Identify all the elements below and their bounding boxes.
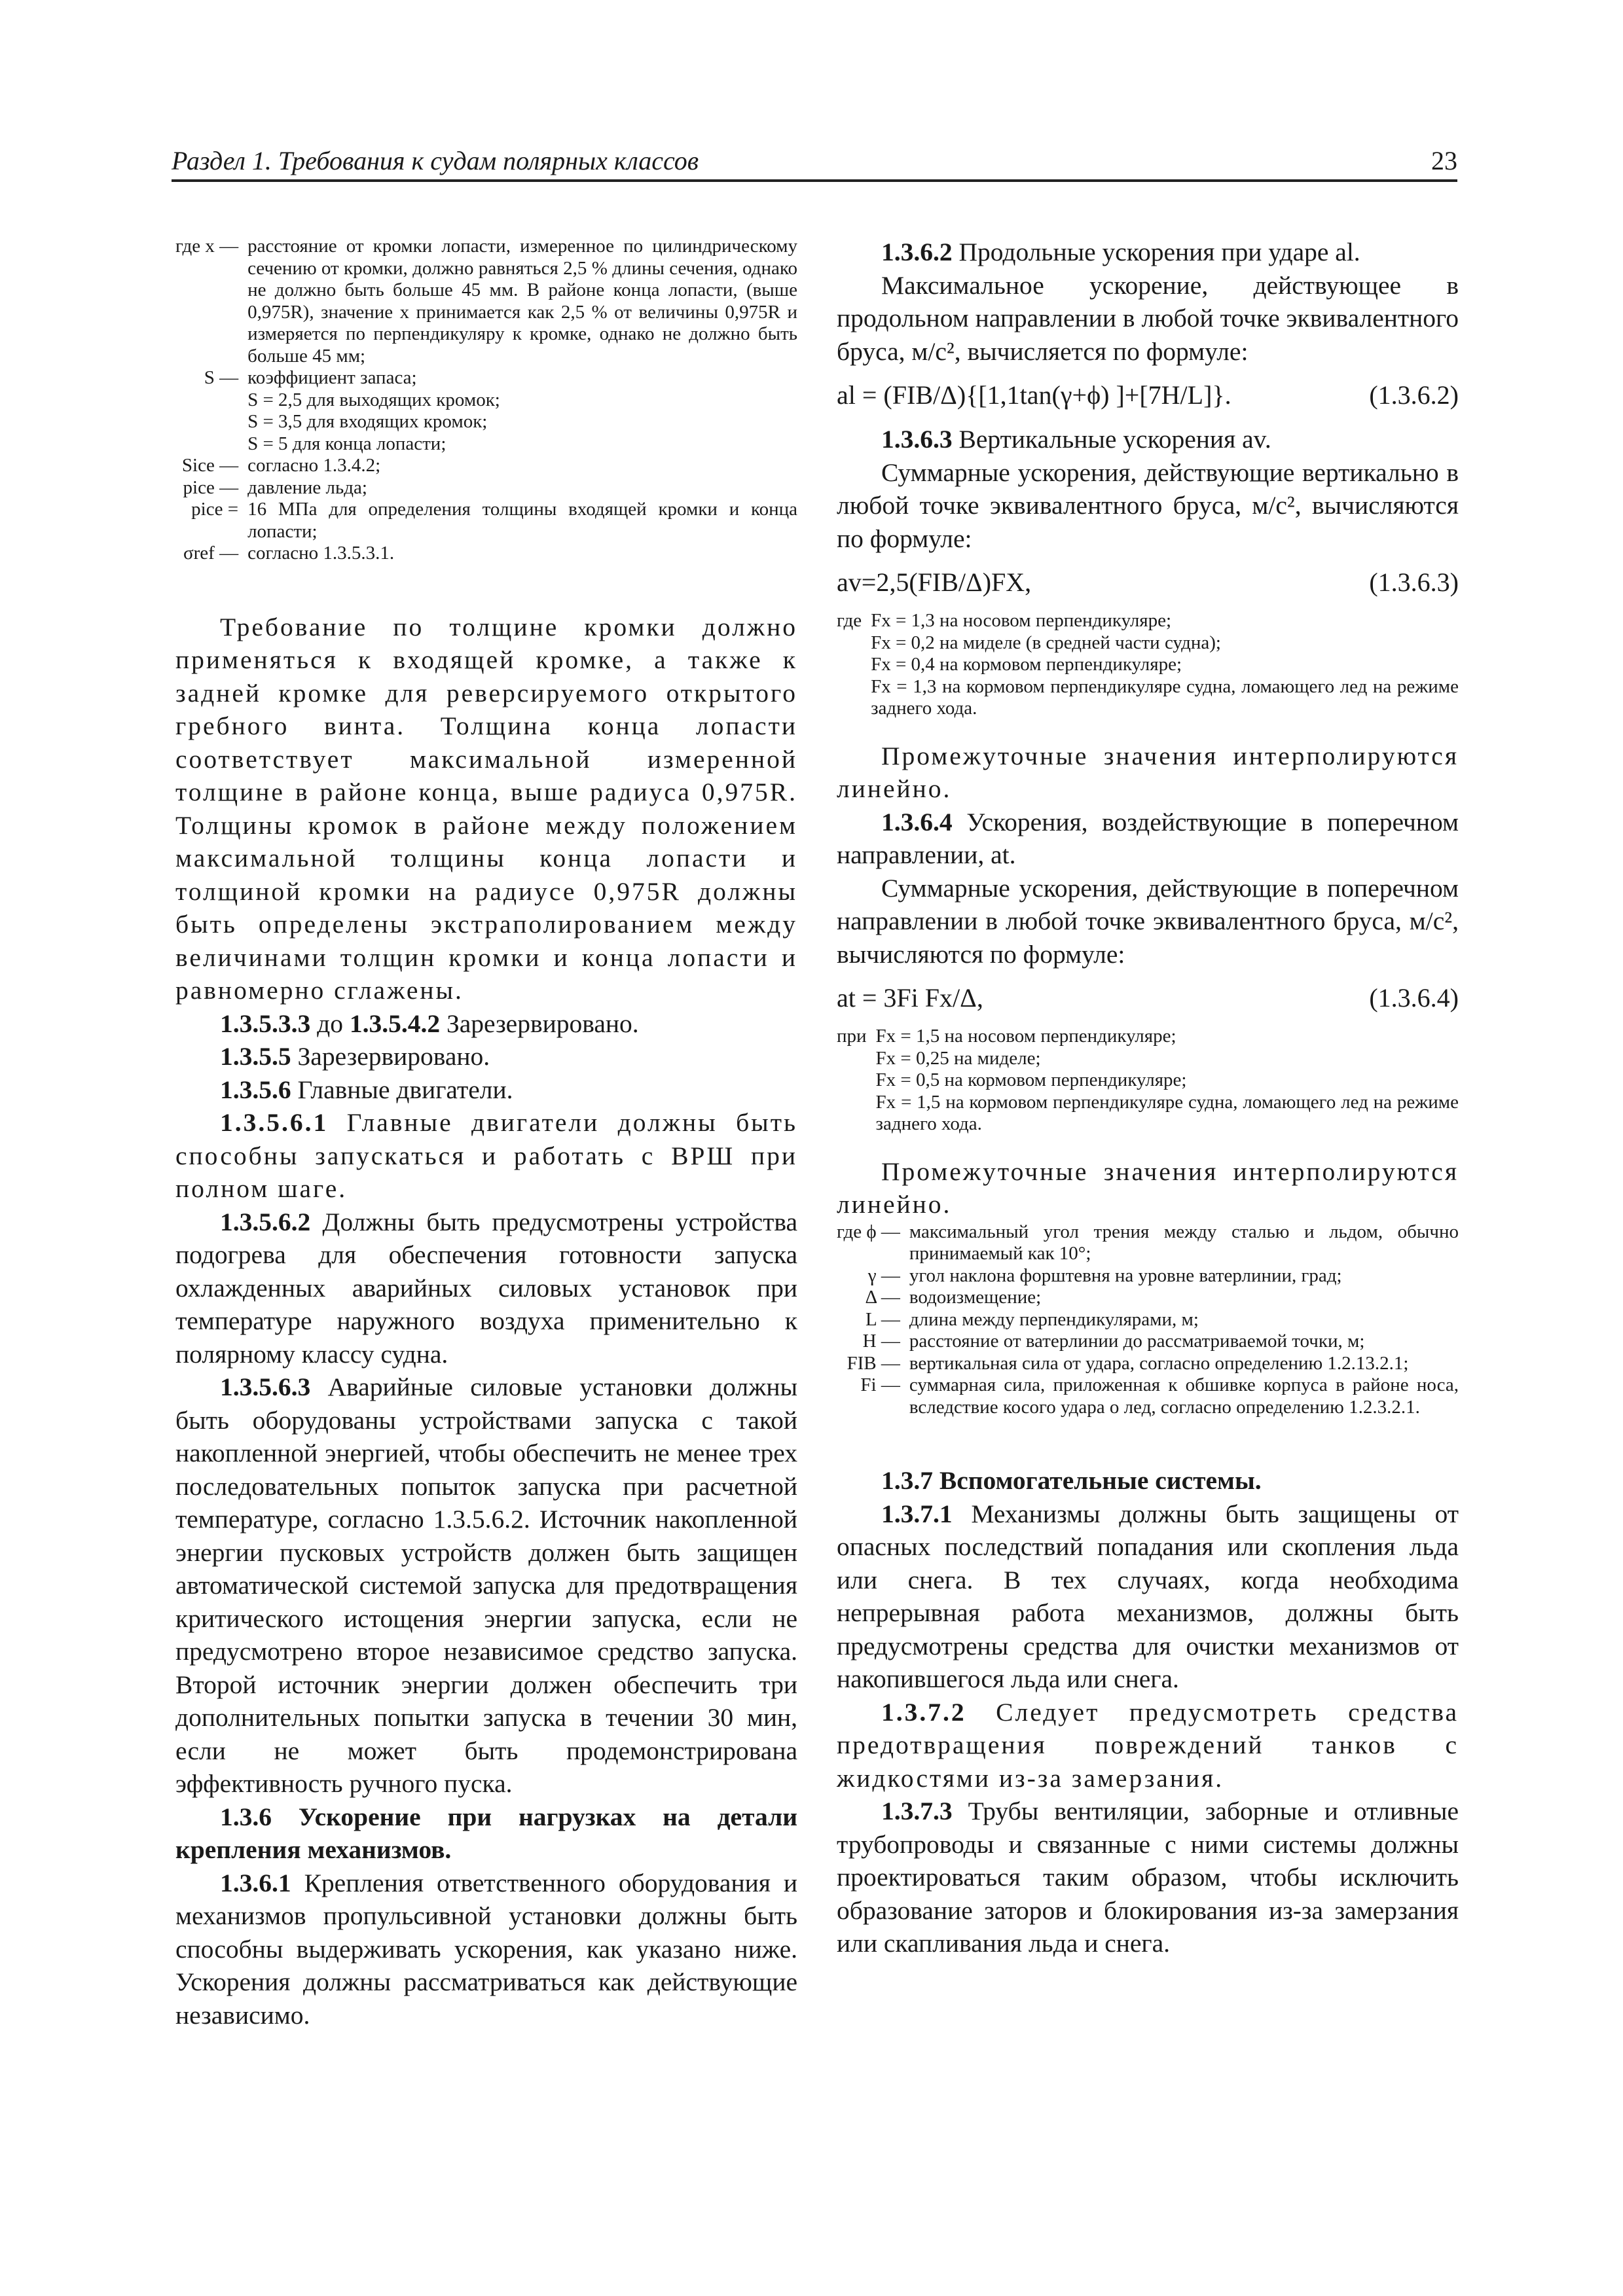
- definition-text: угол наклона форштевня на уровне ватерлинии, град;: [909, 1265, 1342, 1286]
- definition-symbol: S —: [204, 367, 239, 388]
- paragraph-1373: [837, 1795, 1459, 1960]
- paragraph-1371: [837, 1498, 1459, 1696]
- definition-row: [837, 1221, 1459, 1265]
- formula-expression: al = (FIB/Δ){[1,1tan(γ+ϕ) ]+[7H/L]}.: [837, 380, 1231, 410]
- heading-1362: [837, 236, 1459, 269]
- definition-row: [837, 1309, 1459, 1331]
- definition-row: [837, 632, 1459, 655]
- definition-text: вертикальная сила от удара, согласно определению 1.2.13.2.1;: [909, 1352, 1409, 1374]
- heading-136: [175, 1801, 797, 1867]
- section-heading: 1.3.7 Вспомогательные системы.: [881, 1466, 1262, 1495]
- clause-text: Зарезервировано.: [297, 1042, 490, 1071]
- definition-row: [837, 1026, 1459, 1048]
- definition-row: [837, 1374, 1459, 1418]
- definition-row: [837, 676, 1459, 720]
- clause-number: 1.3.7.3: [881, 1797, 953, 1825]
- definition-text: коэффициент запаса;: [247, 367, 417, 388]
- definition-symbol: FIB —: [847, 1352, 900, 1374]
- clause-text: Зарезервировано.: [446, 1009, 639, 1038]
- definition-row: [837, 1353, 1459, 1375]
- definition-text: Fx = 1,5 на носовом перпендикуляре;: [875, 1026, 1176, 1047]
- clause-text: Главные двигатели.: [297, 1075, 513, 1104]
- paragraph-interpolation-1: Промежуточные значения интерполируются линейно.: [837, 741, 1459, 803]
- definition-symbol: при: [837, 1026, 867, 1047]
- clause-number: 1.3.5.6: [220, 1075, 291, 1104]
- definition-row: [837, 654, 1459, 676]
- clause-number: 1.3.6.3: [881, 425, 953, 454]
- clause-number: 1.3.7.2: [881, 1697, 966, 1727]
- clause-number: 1.3.5.4.2: [349, 1009, 441, 1038]
- paragraph-1356: [175, 1073, 797, 1107]
- definition-row: [175, 411, 797, 433]
- definition-text: S = 5 для конца лопасти;: [247, 433, 447, 454]
- definition-row: [175, 433, 797, 456]
- clause-text: Следует предусмотреть средства предотвращения повреждений танков с жидкостями из-за замерзания.: [837, 1697, 1459, 1793]
- definition-symbol: где: [837, 610, 862, 631]
- definition-text: расстояние от ватерлинии до рассматриваемой точки, м;: [909, 1331, 1365, 1352]
- formula-number: (1.3.6.2): [1369, 380, 1459, 410]
- left-column: [175, 236, 797, 2032]
- definition-symbol: [837, 1069, 876, 1092]
- definition-symbol: H —: [862, 1331, 900, 1352]
- definition-symbol: [175, 389, 247, 412]
- definition-row: [837, 1331, 1459, 1353]
- heading-1364: [837, 806, 1459, 872]
- clause-number: 1.3.6.2: [881, 238, 953, 266]
- definition-text: водоизмещение;: [909, 1287, 1042, 1308]
- definition-symbol: [837, 1048, 876, 1070]
- clause-text: Аварийные силовые установки должны быть оборудованы устройствами запуска с такой накопленной энергией, чтобы обеспечить не менее трех последовательных попыток запуска при расчетной температуре, согласно 1.3.5.6.2. Источник накопленной энергии пусковых устройств должен быть защищен автоматической системой запуска для предотвращения критического истощения энергии запуска, если не предусмотрено второе независимое средство запуска. Второй источник энергии должен обеспечить три дополнительных попытки запуска в течении 30 мин, если не может быть продемонстрирована эффективность ручного пуска.: [175, 1372, 798, 1798]
- definition-row: [175, 477, 797, 499]
- definition-row: [175, 367, 797, 389]
- definition-symbol: Sice —: [181, 455, 239, 476]
- definition-symbol: [837, 654, 871, 676]
- heading-1363: [837, 423, 1459, 456]
- definition-symbol: где ϕ —: [837, 1221, 900, 1242]
- formula-expression: av=2,5(FIB/Δ)FX,: [837, 567, 1032, 597]
- section-heading: 1.3.6 Ускорение при нагрузках на детали крепления механизмов.: [175, 1802, 797, 1864]
- definition-text: длина между перпендикулярами, м;: [909, 1308, 1199, 1330]
- paragraph-edge-thickness: Требование по толщине кромки должно применяться к входящей кромке, а также к задней кромке для реверсируемого открытого гребного винта. Толщина конца лопасти соответствует максимальной измеренной толщине в районе конца, выше радиуса 0,975R. Толщины кромок в районе между положением максимальной толщины конца лопасти и толщиной кромки на радиусе 0,975R должны быть определены экстраполированием между величинами толщин кромки и конца лопасти и равномерно сглажены.: [175, 612, 797, 1005]
- definition-row: [175, 499, 797, 543]
- definition-symbol: Δ —: [865, 1287, 900, 1308]
- clause-text: Механизмы должны быть защищены от опасных последствий попадания или скопления льда или снега. В тех случаях, когда необходима непрерывная работа механизмов, должны быть предусмотрены средства для очистки механизмов от накопившегося льда или снега.: [837, 1499, 1459, 1693]
- clause-text: Трубы вентиляции, заборные и отливные трубопроводы и связанные с ними системы должны проектироваться таким образом, чтобы исключить образование заторов и блокирования из-за замерзания или скапливания льда и снега.: [837, 1797, 1459, 1958]
- definition-text: 16 МПа для определения толщины входящей кромки и конца лопасти;: [247, 499, 797, 542]
- definition-text: Fx = 0,2 на миделе (в средней части судна);: [871, 632, 1221, 653]
- paragraph-transverse: Суммарные ускорения, действующие в поперечном направлении в любой точке эквивалентного бруса, м/с², вычисляются по формуле:: [837, 873, 1459, 969]
- definition-row: [837, 1048, 1459, 1070]
- clause-text: Ускорения, воздействующие в поперечном направлении, at.: [837, 807, 1459, 869]
- clause-number: 1.3.5.6.1: [220, 1108, 329, 1137]
- clause-text: Крепления ответственного оборудования и механизмов пропульсивной установки должны быть способны выдерживать ускорения, как указано ниже. Ускорения должны рассматриваться как действующие независимо.: [175, 1868, 797, 2030]
- definition-text: Fx = 0,5 на кормовом перпендикуляре;: [875, 1069, 1187, 1090]
- heading-137: [837, 1464, 1459, 1498]
- paragraph-1372: [837, 1696, 1459, 1795]
- clause-number: 1.3.6.4: [881, 807, 953, 836]
- definition-row: [837, 1287, 1459, 1309]
- paragraph-vertical: Суммарные ускорения, действующие вертикально в любой точке эквивалентного бруса, м/с², вычисляются по формуле:: [837, 457, 1459, 553]
- definitions-list-3: [837, 1026, 1459, 1136]
- definition-symbol: где x —: [175, 236, 239, 257]
- definition-text: Fx = 0,25 на миделе;: [875, 1047, 1041, 1069]
- definitions-list-2: [837, 610, 1459, 720]
- clause-text: Должны быть предусмотрены устройства подогрева для обеспечения готовности запуска охлажденных аварийных силовых установок при температуре наружного воздуха применительно к полярному классу судна.: [175, 1207, 797, 1369]
- formula-1364: [837, 978, 1459, 1018]
- formula-number: (1.3.6.4): [1369, 983, 1459, 1013]
- definition-text: согласно 1.3.5.3.1.: [247, 543, 395, 564]
- clause-number: 1.3.5.6.3: [220, 1372, 311, 1401]
- definition-text: давление льда;: [247, 476, 367, 498]
- clause-number: 1.3.5.3.3: [220, 1009, 311, 1038]
- clause-text: до: [317, 1009, 343, 1038]
- definition-symbol: [837, 676, 871, 720]
- formula-number: (1.3.6.3): [1369, 567, 1459, 597]
- definition-text: S = 2,5 для выходящих кромок;: [247, 389, 500, 410]
- formula-expression: at = 3Fi Fx/Δ,: [837, 983, 983, 1013]
- page-number: 23: [1431, 146, 1457, 175]
- definition-text: S = 3,5 для входящих кромок;: [247, 411, 488, 432]
- definition-text: суммарная сила, приложенная к обшивке корпуса в районе носа, вследствие косого удара о лед, согласно определению 1.2.3.2.1.: [909, 1374, 1459, 1418]
- definition-text: Fx = 1,3 на кормовом перпендикуляре судна, ломающего лед на режиме заднего хода.: [871, 675, 1459, 719]
- definition-symbol: Fi —: [860, 1374, 900, 1395]
- definition-text: Fx = 1,5 на кормовом перпендикуляре судна, ломающего лед на режиме заднего хода.: [875, 1091, 1459, 1134]
- clause-number: 1.3.6.1: [220, 1868, 291, 1897]
- right-column: [837, 236, 1459, 1960]
- definition-text: максимальный угол трения между сталью и льдом, обычно принимаемый как 10°;: [909, 1221, 1459, 1264]
- definition-row: [175, 236, 797, 367]
- definition-text: согласно 1.3.4.2;: [247, 455, 381, 476]
- paragraph-13533: [175, 1007, 797, 1041]
- definition-symbol: σref —: [183, 543, 239, 564]
- definition-row: [837, 1092, 1459, 1136]
- definition-symbol: [175, 433, 247, 456]
- clause-number: 1.3.7.1: [881, 1499, 953, 1528]
- definition-symbol: [837, 632, 871, 655]
- definition-row: [837, 1069, 1459, 1092]
- definition-symbol: [837, 1092, 876, 1136]
- formula-1362: [837, 376, 1459, 415]
- definitions-list-4: [837, 1221, 1459, 1419]
- paragraph-13561: [175, 1106, 797, 1206]
- definition-row: [175, 455, 797, 477]
- clause-number: 1.3.5.5: [220, 1042, 291, 1071]
- paragraph-longitudinal: Максимальное ускорение, действующее в продольном направлении в любой точке эквивалентного бруса, м/с², вычисляется по формуле:: [837, 270, 1459, 366]
- page-header: [172, 143, 1457, 182]
- formula-1363: [837, 563, 1459, 602]
- definition-symbol: pice =: [191, 499, 239, 520]
- definition-symbol: γ —: [867, 1265, 900, 1286]
- definition-symbol: pice —: [183, 476, 239, 498]
- clause-text: Главные двигатели должны быть способны запускаться и работать с ВРШ при полном шаге.: [175, 1108, 797, 1203]
- definition-symbol: L —: [865, 1308, 900, 1330]
- clause-number: 1.3.5.6.2: [220, 1207, 311, 1236]
- paragraph-13563: [175, 1371, 797, 1801]
- definition-text: Fx = 1,3 на носовом перпендикуляре;: [871, 610, 1172, 631]
- clause-text: Продольные ускорения при ударе al.: [958, 238, 1360, 266]
- definition-row: [175, 543, 797, 565]
- section-title: Раздел 1. Требования к судам полярных классов: [172, 146, 699, 175]
- paragraph-1355: [175, 1040, 797, 1073]
- paragraph-13562: [175, 1206, 797, 1371]
- paragraph-interpolation-2: Промежуточные значения интерполируются линейно.: [837, 1157, 1459, 1219]
- definition-text: расстояние от кромки лопасти, измеренное по цилиндрическому сечению от кромки, должно равняться 2,5 % длины сечения, однако не должно быть больше 45 мм. В районе конца лопасти, (выше 0,975R), значение x принимается как 2,5 % от величины 0,975R и измеряется по перпендикуляру к кромке, однако не должно быть больше 45 мм;: [247, 236, 797, 367]
- definition-row: [837, 610, 1459, 632]
- definitions-list-1: [175, 236, 797, 565]
- clause-text: Вертикальные ускорения av.: [958, 425, 1271, 454]
- paragraph-1361: [175, 1867, 797, 2032]
- definition-symbol: [175, 411, 247, 433]
- definition-row: [175, 389, 797, 412]
- definition-row: [837, 1265, 1459, 1287]
- definition-text: Fx = 0,4 на кормовом перпендикуляре;: [871, 654, 1182, 675]
